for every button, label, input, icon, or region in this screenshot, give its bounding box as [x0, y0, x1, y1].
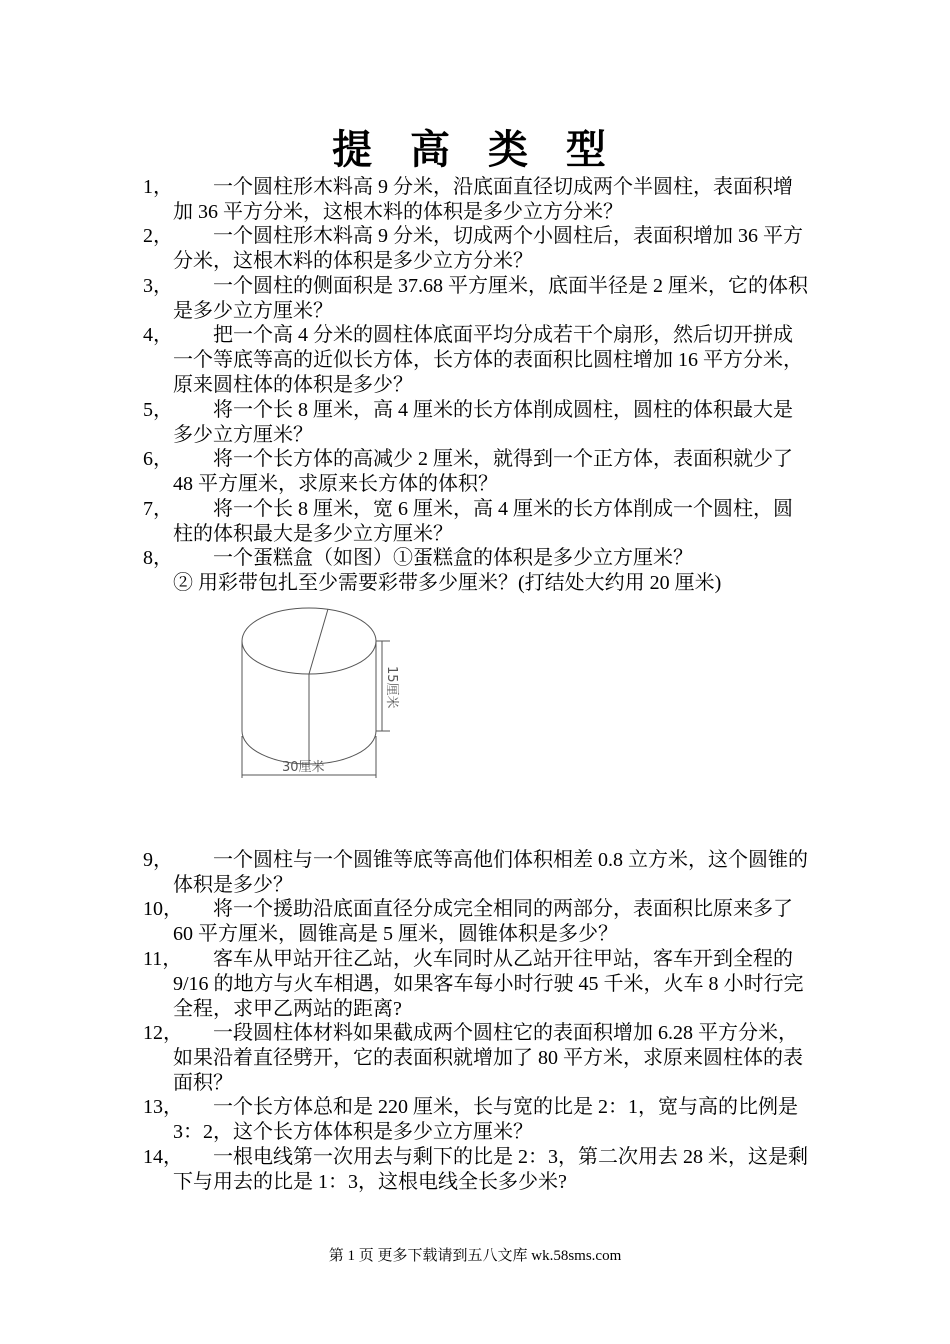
- question-number: 14，: [143, 1146, 183, 1168]
- question-text: 客车从甲站开往乙站，火车同时从乙站开往甲站，客车开到全程的 9/16 的地方与火车相遇，如果客车每小时行驶 45 千米，火车 8 小时行完全程，求甲乙两站的距离?: [173, 948, 804, 1020]
- question-text: 将一个长 8 厘米，高 4 厘米的长方体削成圆柱，圆柱的体积最大是多少立方厘米？: [173, 399, 793, 446]
- cylinder-top-ellipse: [242, 608, 376, 674]
- height-label: 15厘米: [384, 666, 399, 709]
- question-number: 12，: [143, 1022, 183, 1044]
- question-number: 6，: [143, 448, 173, 470]
- question-number: 8，: [143, 547, 173, 569]
- question-text: 一根电线第一次用去与剩下的比是 2：3，第二次用去 28 米，这是剩下与用去的比是 1：3，这根电线全长多少米?: [173, 1146, 808, 1193]
- question-4: [143, 323, 808, 398]
- question-3: [143, 274, 808, 324]
- question-text: 一个圆柱与一个圆锥等底等高他们体积相差 0.8 立方米，这个圆锥的体积是多少？: [173, 849, 808, 896]
- question-text: 将一个长 8 厘米，宽 6 厘米，高 4 厘米的长方体削成一个圆柱，圆柱的体积最大是多少立方厘米？: [173, 498, 793, 545]
- question-number: 13，: [143, 1096, 183, 1118]
- question-number: 2，: [143, 225, 173, 247]
- question-number: 11，: [143, 948, 183, 970]
- question-12: [143, 1021, 808, 1096]
- question-5: [143, 398, 808, 448]
- question-8: [143, 546, 808, 596]
- question-13: [143, 1095, 808, 1145]
- question-subtext: ② 用彩带包扎至少需要彩带多少厘米？(打结处大约用 20 厘米): [173, 572, 722, 594]
- question-11: [143, 947, 808, 1022]
- question-text: 一段圆柱体材料如果截成两个圆柱它的表面积增加 6.28 平方分米，如果沿着直径劈开，它的表面积就增加了 80 平方米，求原来圆柱体的表面积？: [173, 1022, 803, 1094]
- question-number: 4，: [143, 324, 173, 346]
- question-text: 把一个高 4 分米的圆柱体底面平均分成若干个扇形，然后切开拼成一个等底等高的近似长方体，长方体的表面积比圆柱增加 16 平方分米，原来圆柱体的体积是多少？: [173, 324, 803, 396]
- question-number: 1，: [143, 176, 173, 198]
- question-text: 一个圆柱的侧面积是 37.68 平方厘米，底面半径是 2 厘米，它的体积是多少立方厘米？: [173, 275, 808, 322]
- question-text: 一个圆柱形木料高 9 分米，沿底面直径切成两个半圆柱，表面积增加 36 平方分米，这根木料的体积是多少立方分米？: [173, 176, 793, 223]
- question-number: 5，: [143, 399, 173, 421]
- top-radius-line: [309, 609, 328, 674]
- question-6: [143, 447, 808, 497]
- question-7: [143, 497, 808, 547]
- question-14: [143, 1145, 808, 1195]
- question-text: 一个圆柱形木料高 9 分米，切成两个小圆柱后，表面积增加 36 平方分米，这根木料的体积是多少立方分米？: [173, 225, 803, 272]
- question-10: [143, 897, 808, 947]
- question-text: 将一个长方体的高减少 2 厘米，就得到一个正方体，表面积就少了 48 平方厘米，求原来长方体的体积？: [173, 448, 793, 495]
- cake-box-figure: [232, 600, 412, 785]
- question-text: 一个蛋糕盒（如图）①蛋糕盒的体积是多少立方厘米？: [213, 547, 693, 569]
- page-title: 提 高 类 型: [332, 126, 618, 173]
- page-footer: 第 1 页 更多下载请到五八文库 wk.58sms.com: [328, 1248, 622, 1264]
- question-9: [143, 848, 808, 898]
- question-number: 9，: [143, 849, 173, 871]
- question-number: 3，: [143, 275, 173, 297]
- question-2: [143, 224, 808, 274]
- question-number: 7，: [143, 498, 173, 520]
- question-text: 一个长方体总和是 220 厘米，长与宽的比是 2：1，宽与高的比例是 3：2，这个长方体体积是多少立方厘米？: [173, 1096, 798, 1143]
- question-1: [143, 175, 808, 225]
- question-text: 将一个援助沿底面直径分成完全相同的两部分，表面积比原来多了 60 平方厘米，圆锥高是 5 厘米，圆锥体积是多少？: [173, 898, 793, 945]
- width-label: 30厘米: [282, 760, 325, 775]
- question-number: 10，: [143, 898, 183, 920]
